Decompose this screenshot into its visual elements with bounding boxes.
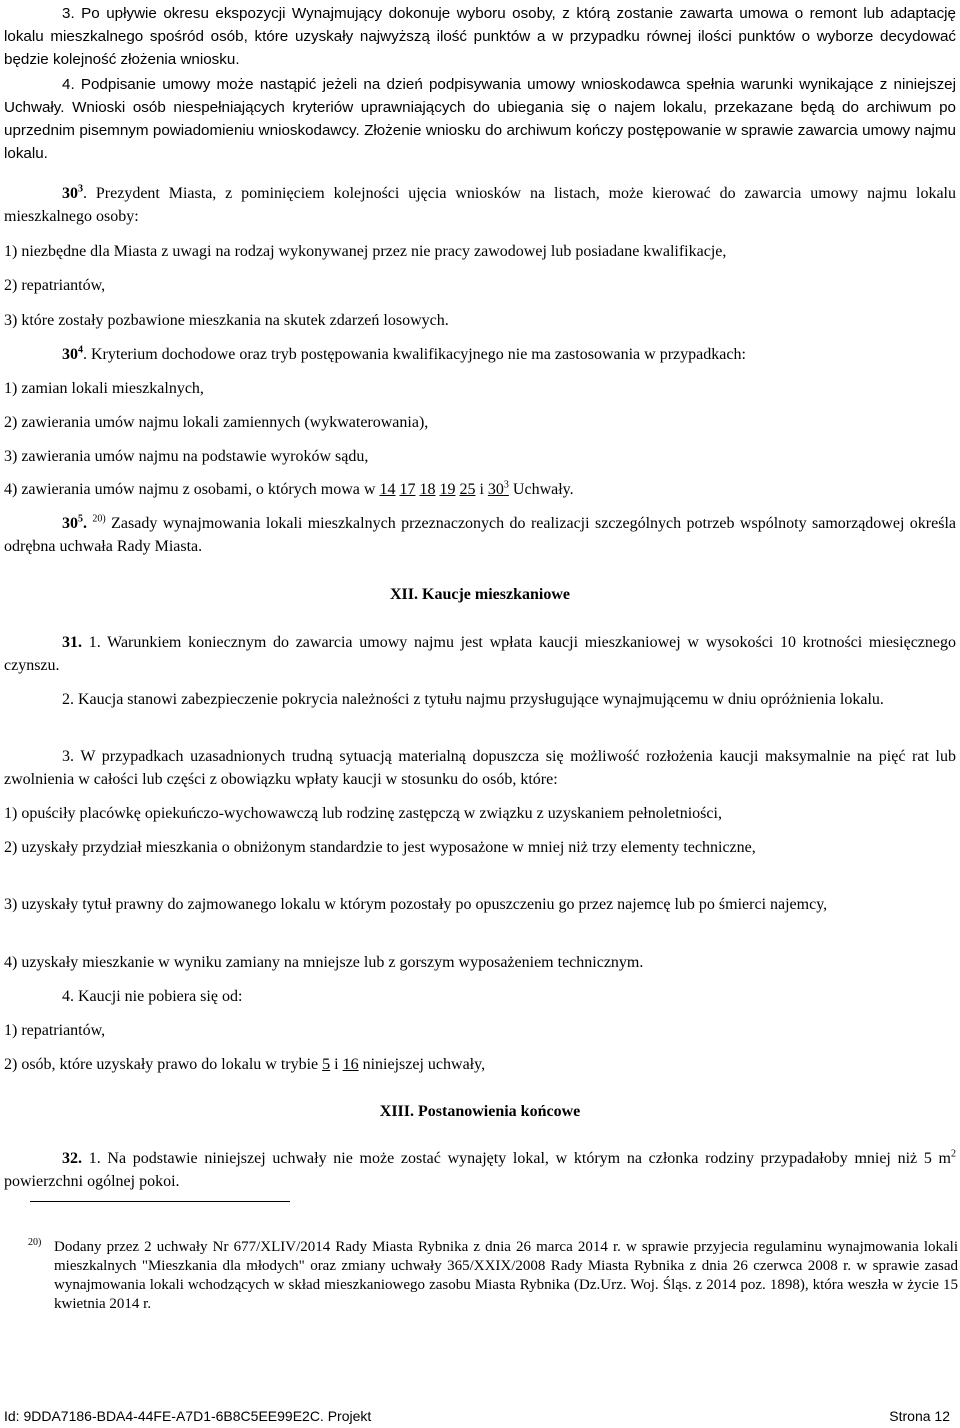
section-heading-xiii: XIII. Postanowienia końcowe	[379, 1103, 581, 1120]
art31-3-item-4: 4) uzyskały mieszkanie w wyniku zamiany na mniejsze lub z gorszym wyposażeniem technicznym.	[4, 954, 644, 971]
article-31-par-3: 3. W przypadkach uzasadnionych trudną sytuacją materialną dopuszcza się możliwość rozłożenia kaucji maksymalnie na pięć rat lub zwolnienia w całości lub części z obowiązku wpłaty kaucji w stosunku do osób, które:	[4, 748, 956, 788]
article-30-3: $30^3$. Prezydent Miasta, z pominięciem kolejności ujęcia wniosków na listach, może kierować do zawarcia umowy najmu lokalu mieszkalnego osoby:	[4, 183, 956, 225]
section-heading-xii: XII. Kaucje mieszkaniowe	[390, 586, 570, 603]
article-30-5: $30^5$. $^{20)}$ Zasady wynajmowania lokali mieszkalnych przeznaczonych do realizacji szczególnych potrzeb wspólnoty samorządowej określa odrębna uchwała Rady Miasta.	[4, 513, 957, 555]
section-ref[interactable]: 18	[419, 481, 436, 498]
art30-4-item-2: 2) zawierania umów najmu lokali zamiennych (wykwaterowania),	[4, 414, 429, 431]
article-number: 31.	[62, 634, 82, 651]
footnote	[28, 1238, 958, 1314]
page-number: Strona 12	[889, 1408, 950, 1424]
section-ref[interactable]: 14	[379, 481, 396, 498]
art30-3-item-3: 3) które zostały pozbawione mieszkania na skutek zdarzeń losowych.	[4, 312, 449, 329]
art30-4-item-3: 3) zawierania umów najmu na podstawie wyroków sądu,	[4, 448, 369, 465]
paragraph-4: 4. Podpisanie umowy może nastąpić jeżeli na dzień podpisywania umowy wnioskodawca spełnia warunki wynikające z niniejszej Uchwały. Wnioski osób niespełniających kryteriów uprawniających do ubiegania się o najem lokalu, przekazane będą do archiwum po uprzednim pisemnym powiadomieniu wnioskodawcy. Złożenie wniosku do archiwum kończy postępowanie w sprawie zawarcia umowy najmu lokalu.	[4, 76, 956, 162]
page-footer	[4, 1408, 950, 1424]
art31-3-item-1: 1) opuściły placówkę opiekuńczo-wychowawczą lub rodzinę zastępczą w związku z uzyskaniem pełnoletniości,	[4, 805, 722, 822]
footnote-text: Dodany przez 2 uchwały Nr 677/XLIV/2014 Rady Miasta Rybnika z dnia 26 marca 2014 r. w sprawie przyjecia regulaminu wynajmowania lokali mieszkalnych "Mieszkania dla młodych" oraz zmiany uchwały 365/XXIX/2008 Rady Miasta Rybnika z dnia 26 czerwca 2008 r. w sprawie zasad wynajmowania lokali wchodzących w skład mieszkaniowego zasobu Miasta Rybnika (Dz.Urz. Woj. Śląs. z 2014 poz. 1898), która weszła w życie 15 kwietnia 2014 r.	[54, 1239, 958, 1312]
art31-4-item-2: 2) osób, które uzyskały prawo do lokalu w trybie 5 i 16 niniejszej uchwały,	[4, 1056, 486, 1073]
art31-3-item-2: 2) uzyskały przydział mieszkania o obniżonym standardzie to jest wyposażone w mniej niż trzy elementy techniczne,	[4, 839, 756, 856]
article-31-par-4: 4. Kaucji nie pobiera się od:	[62, 988, 243, 1005]
art31-4-item-1: 1) repatriantów,	[4, 1022, 106, 1039]
article-31: 31. 1. Warunkiem koniecznym do zawarcia umowy najmu jest wpłata kaucji mieszkaniowej w wysokości 10 krotności miesięcznego czynszu.	[4, 634, 956, 674]
section-ref[interactable]: 19	[439, 481, 456, 498]
art30-4-item-1: 1) zamian lokali mieszkalnych,	[4, 380, 204, 397]
paragraph-3: 3. Po upływie okresu ekspozycji Wynajmujący dokonuje wyboru osoby, z którą zostanie zawarta umowa o remont lub adaptację lokalu mieszkalnego spośród osób, które uzyskały najwyższą ilość punktów a w przypadku równej ilości punktów o wyborze decydować będzie kolejność złożenia wniosku.	[4, 5, 956, 68]
art31-3-item-3: 3) uzyskały tytuł prawny do zajmowanego lokalu w którym pozostały po opuszczeniu go przez najemcę lub po śmierci najemcy,	[4, 896, 828, 913]
article-31-par-2: 2. Kaucja stanowi zabezpieczenie pokrycia należności z tytułu najmu przysługujące wynajmującemu w dniu opróżnienia lokalu.	[62, 691, 884, 708]
document-id: Id: 9DDA7186-BDA4-44FE-A7D1-6B8C5EE99E2C. Projekt	[4, 1408, 372, 1424]
article-30-4: $30^4$. Kryterium dochodowe oraz tryb postępowania kwalifikacyjnego nie ma zastosowania w przypadkach:	[62, 344, 746, 363]
footnote-separator	[30, 1201, 290, 1202]
section-ref[interactable]: 17	[399, 481, 416, 498]
section-ref[interactable]: 5	[322, 1056, 331, 1073]
section-ref[interactable]: 16	[342, 1056, 359, 1073]
article-32: 32. 1. Na podstawie niniejszej uchwały nie może zostać wynajęty lokal, w którym na członka rodziny przypadałoby mniej niż 5 $m^2$ powierzchni ogólnej pokoi.	[4, 1148, 956, 1190]
article-number: $30^5$.	[62, 513, 87, 532]
footnote-ref[interactable]: 20)	[92, 513, 106, 525]
section-ref[interactable]: $30^3$	[487, 479, 509, 498]
article-number: $30^3$	[62, 183, 83, 202]
footnote-label: 20)	[28, 1237, 42, 1248]
article-number: 32.	[62, 1150, 82, 1167]
section-ref[interactable]: 25	[459, 481, 476, 498]
art30-3-item-1: 1) niezbędne dla Miasta z uwagi na rodzaj wykonywanej przez nie pracy zawodowej lub posiadane kwalifikacje,	[4, 243, 727, 260]
article-number: $30^4$	[62, 344, 83, 363]
art30-3-item-2: 2) repatriantów,	[4, 277, 106, 294]
art30-4-item-4: 4) zawierania umów najmu z osobami, o których mowa w 14 17 18 19 25 i $30^3$ Uchwały.	[4, 479, 574, 498]
